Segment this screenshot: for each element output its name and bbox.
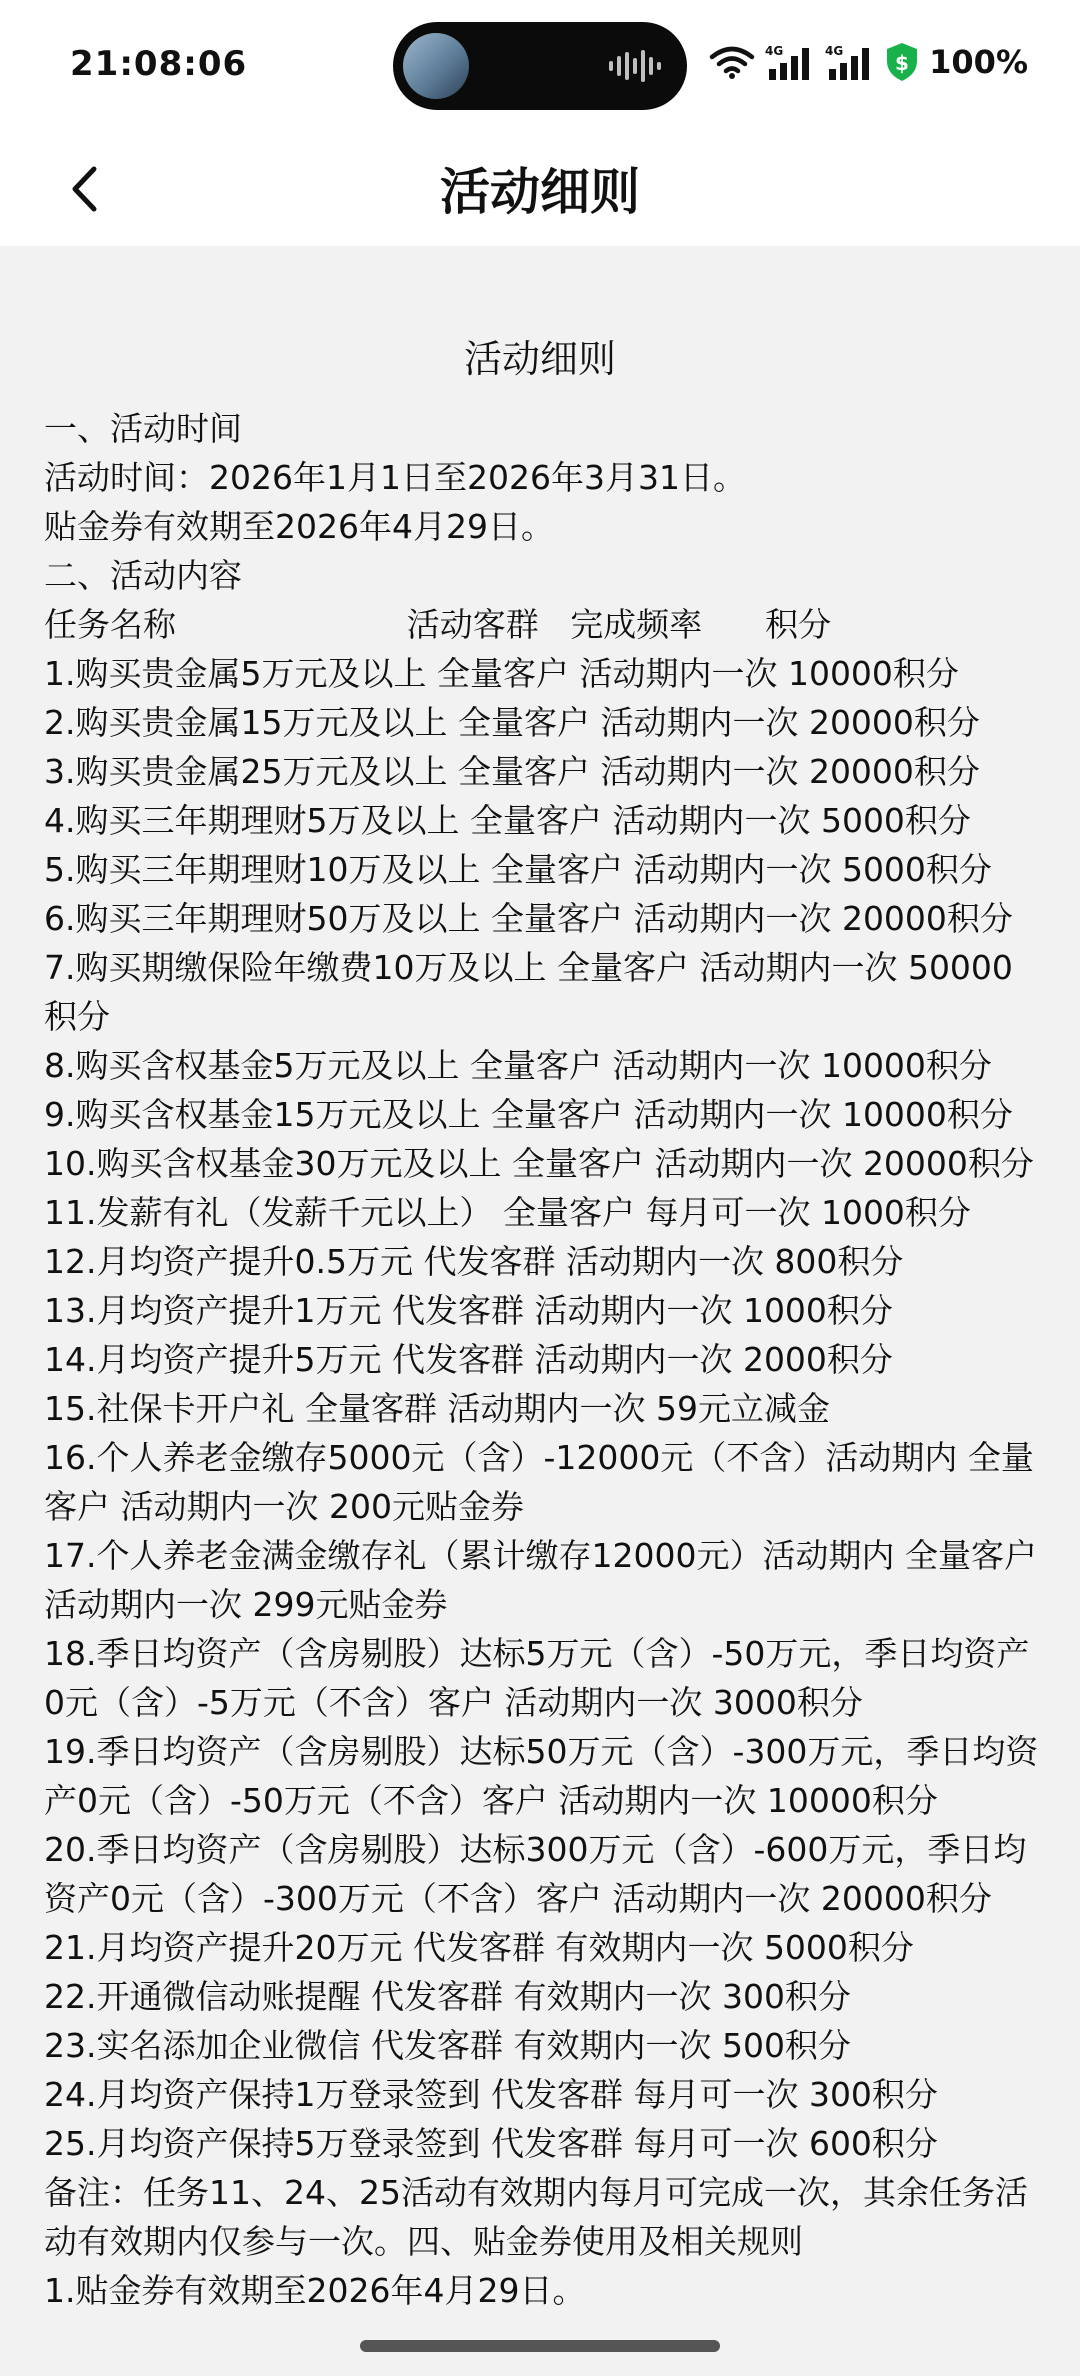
document-line: 3.购买贵金属25万元及以上 全量客户 活动期内一次 20000积分 xyxy=(44,752,980,791)
dynamic-island[interactable] xyxy=(393,22,687,110)
document-line: 一、活动时间 xyxy=(44,409,242,448)
audio-wave-icon xyxy=(609,50,661,82)
document-line: 14.月均资产提升5万元 代发客群 活动期内一次 2000积分 xyxy=(44,1340,893,1379)
document-body xyxy=(44,404,1048,2315)
page-title: 活动细则 xyxy=(440,163,640,221)
document-line: 活动时间：2026年1月1日至2026年3月31日。 xyxy=(44,458,746,497)
document-line: 16.个人养老金缴存5000元（含）-12000元（不含）活动期内 全量客户 活动期内一次 200元贴金券 xyxy=(44,1438,1034,1526)
document-line: 6.购买三年期理财50万及以上 全量客户 活动期内一次 20000积分 xyxy=(44,899,1013,938)
content-scroll-area[interactable] xyxy=(0,246,1080,2322)
document-line: 12.月均资产提升0.5万元 代发客群 活动期内一次 800积分 xyxy=(44,1242,904,1281)
document-line: 13.月均资产提升1万元 代发客群 活动期内一次 1000积分 xyxy=(44,1291,893,1330)
document-line: 5.购买三年期理财10万及以上 全量客户 活动期内一次 5000积分 xyxy=(44,850,992,889)
cellular-signal-icon xyxy=(765,43,815,81)
document-line: 1.贴金券有效期至2026年4月29日。 xyxy=(44,2271,586,2310)
document-line: 19.季日均资产（含房剔股）达标50万元（含）-300万元，季日均资产0元（含）-50万元（不含）客户 活动期内一次 10000积分 xyxy=(44,1732,1039,1820)
network-type-label-2: 4G xyxy=(825,44,844,58)
document-line: 24.月均资产保持1万登录签到 代发客群 每月可一次 300积分 xyxy=(44,2075,938,2114)
document-line: 二、活动内容 xyxy=(44,556,242,595)
status-bar xyxy=(0,0,1080,130)
document-line: 备注：任务11、24、25活动有效期内每月可完成一次，其余任务活动有效期内仅参与一次。四、贴金券使用及相关规则 xyxy=(44,2173,1028,2261)
document-title: 活动细则 xyxy=(463,337,616,381)
svg-text:$: $ xyxy=(895,51,910,75)
document-line: 15.社保卡开户礼 全量客群 活动期内一次 59元立减金 xyxy=(44,1389,830,1428)
document-line: 8.购买含权基金5万元及以上 全量客户 活动期内一次 10000积分 xyxy=(44,1046,992,1085)
cellular-signal-icon-2 xyxy=(825,43,875,81)
document-line: 贴金券有效期至2026年4月29日。 xyxy=(44,507,554,546)
document-line: 9.购买含权基金15万元及以上 全量客户 活动期内一次 10000积分 xyxy=(44,1095,1013,1134)
document-line: 10.购买含权基金30万元及以上 全量客户 活动期内一次 20000积分 xyxy=(44,1144,1034,1183)
status-icons xyxy=(709,40,1028,84)
document-line: 23.实名添加企业微信 代发客群 有效期内一次 500积分 xyxy=(44,2026,851,2065)
document-line: 任务名称 活动客群 完成频率 积分 xyxy=(44,605,832,644)
wifi-icon xyxy=(709,45,755,79)
document-line: 21.月均资产提升20万元 代发客群 有效期内一次 5000积分 xyxy=(44,1928,914,1967)
document-line: 25.月均资产保持5万登录签到 代发客群 每月可一次 600积分 xyxy=(44,2124,938,2163)
document-line: 17.个人养老金满金缴存礼（累计缴存12000元）活动期内 全量客户 活动期内一次 299元贴金券 xyxy=(44,1536,1048,1624)
network-type-label: 4G xyxy=(765,44,784,58)
battery-percentage: 100% xyxy=(929,43,1028,81)
document-line: 7.购买期缴保险年缴费10万及以上 全量客户 活动期内一次 50000积分 xyxy=(44,948,1013,1036)
home-indicator[interactable] xyxy=(360,2340,720,2352)
document-line: 4.购买三年期理财5万及以上 全量客户 活动期内一次 5000积分 xyxy=(44,801,971,840)
document-line: 20.季日均资产（含房剔股）达标300万元（含）-600万元，季日均资产0元（含）-300万元（不含）客户 活动期内一次 20000积分 xyxy=(44,1830,1027,1918)
document-line: 2.购买贵金属15万元及以上 全量客户 活动期内一次 20000积分 xyxy=(44,703,980,742)
document-line: 1.购买贵金属5万元及以上 全量客户 活动期内一次 10000积分 xyxy=(44,654,959,693)
nav-bar xyxy=(0,130,1080,246)
security-shield-icon xyxy=(885,42,919,82)
document-line: 22.开通微信动账提醒 代发客群 有效期内一次 300积分 xyxy=(44,1977,851,2016)
status-time: 21:08:06 xyxy=(70,44,248,84)
media-thumbnail xyxy=(403,33,469,99)
document-line: 11.发薪有礼（发薪千元以上） 全量客户 每月可一次 1000积分 xyxy=(44,1193,971,1232)
document-line: 18.季日均资产（含房剔股）达标5万元（含）-50万元，季日均资产0元（含）-5万元（不含）客户 活动期内一次 3000积分 xyxy=(44,1634,1030,1722)
